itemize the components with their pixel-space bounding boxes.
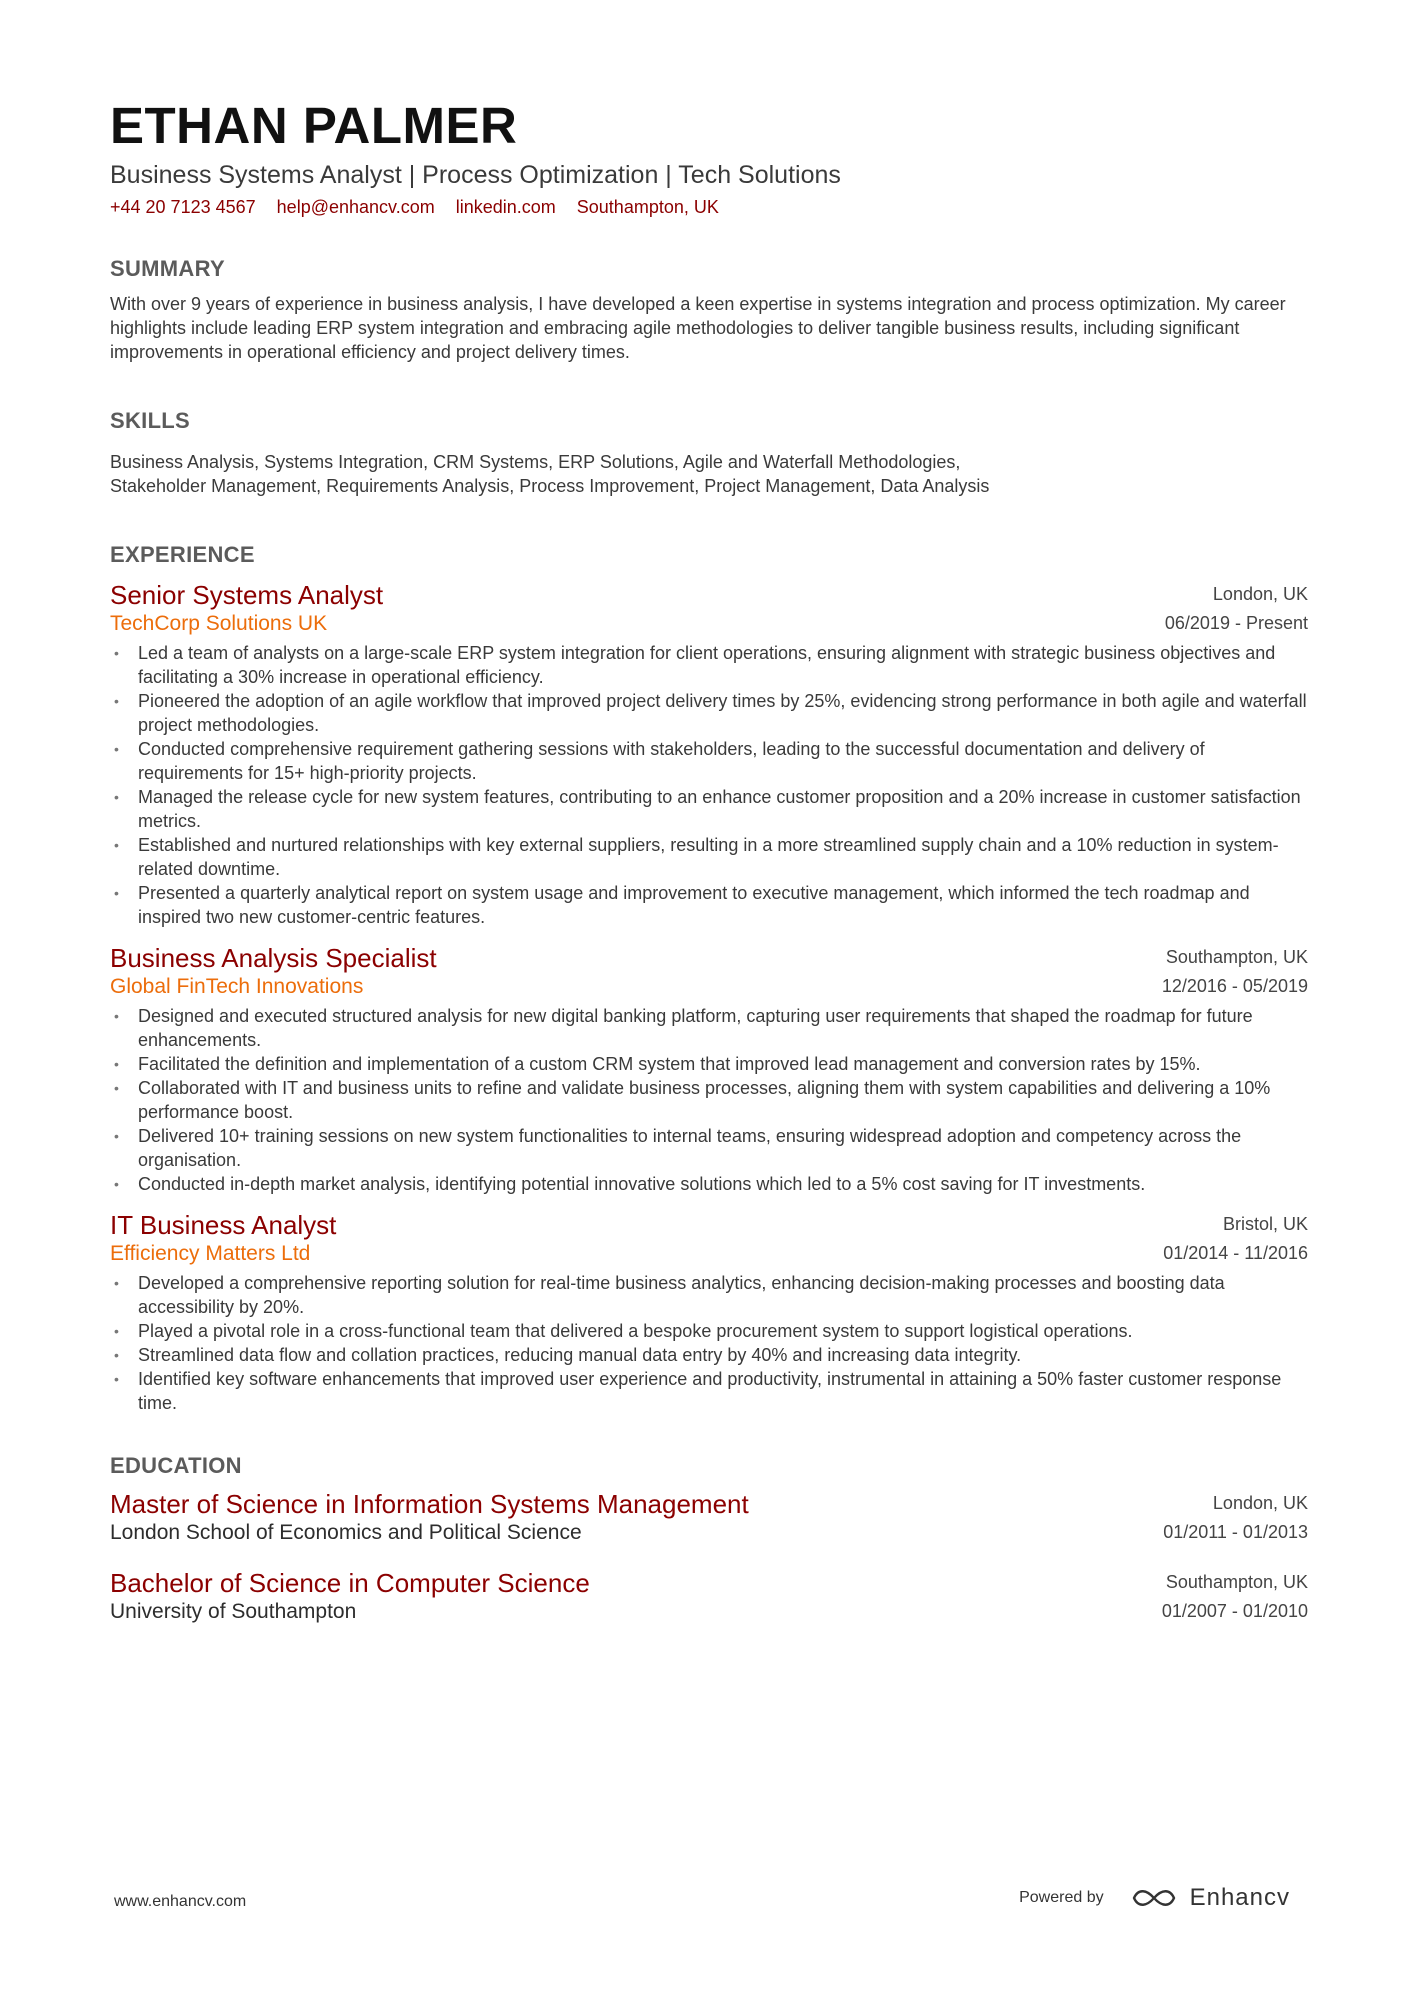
bullet-item: • Collaborated with IT and business units to refine and validate business processes, aligning them with system capabilities and delivering a 10% performance boost.: [110, 1076, 1308, 1124]
education-location: London, UK: [1212, 1493, 1308, 1513]
education-section: [110, 1453, 1308, 1625]
education-title: EDUCATION: [110, 1453, 242, 1478]
bullet-item: • Streamlined data flow and collation practices, reducing manual data entry by 40% and increasing data integrity.: [110, 1343, 1308, 1367]
experience-title: EXPERIENCE: [110, 542, 255, 567]
education-meta: [1163, 1489, 1308, 1547]
job-meta: [1163, 1210, 1308, 1268]
education-meta: [1162, 1568, 1308, 1626]
school-name: University of Southampton: [110, 1600, 357, 1623]
job-location: London, UK: [1212, 584, 1308, 604]
header: [110, 98, 1308, 218]
headline: Business Systems Analyst | Process Optimization | Tech Solutions: [110, 161, 841, 189]
bullet-item: • Identified key software enhancements that improved user experience and productivity, instrumental in attaining a 50% faster customer response time.: [110, 1367, 1308, 1415]
job-location: Southampton, UK: [1165, 947, 1308, 967]
bullet-item: • Led a team of analysts on a large-scale ERP system integration for client operations, ensuring alignment with strategic business objectives and facilitating a 30% increase in operational efficiency.: [110, 641, 1308, 689]
education-entry: [110, 1568, 1308, 1625]
bullet-item: • Developed a comprehensive reporting solution for real-time business analytics, enhancing decision-making processes and boosting data accessibility by 20%.: [110, 1271, 1308, 1319]
email-link[interactable]: help@enhancv.com: [276, 197, 435, 217]
company-name: TechCorp Solutions UK: [110, 612, 328, 635]
bullet-item: • Delivered 10+ training sessions on new system functionalities to internal teams, ensuring widespread adoption and competency across the organisation.: [110, 1124, 1308, 1172]
bullet-item: • Conducted in-depth market analysis, identifying potential innovative solutions which led to a 5% cost saving for IT investments.: [110, 1172, 1308, 1196]
degree-title: Master of Science in Information Systems Management: [110, 1489, 749, 1519]
company-name: Efficiency Matters Ltd: [110, 1242, 311, 1265]
phone-link[interactable]: +44 20 7123 4567: [110, 197, 256, 217]
bullet-item: • Presented a quarterly analytical report on system usage and improvement to executive management, which informed the tech roadmap and inspired two new customer-centric features.: [110, 881, 1308, 929]
bullet-item: • Managed the release cycle for new system features, contributing to an enhance customer proposition and a 20% increase in customer satisfaction metrics.: [110, 785, 1308, 833]
powered-by-text: Powered by: [1019, 1889, 1104, 1906]
bullet-item: • Facilitated the definition and implementation of a custom CRM system that improved lead management and conversion rates by 15%.: [110, 1052, 1308, 1076]
footer-branding: [1019, 1884, 1290, 1912]
education-entry: [110, 1489, 1308, 1546]
summary-section: [110, 256, 1308, 364]
job-entry: [110, 943, 1308, 1196]
job-title: IT Business Analyst: [110, 1210, 337, 1240]
summary-title: SUMMARY: [110, 256, 225, 281]
job-dates: 01/2014 - 11/2016: [1163, 1243, 1308, 1263]
company-name: Global FinTech Innovations: [110, 975, 364, 998]
bullet-item: • Conducted comprehensive requirement gathering sessions with stakeholders, leading to the successful documentation and delivery of requirements for 15+ high-priority projects.: [110, 737, 1308, 785]
job-meta: [1162, 943, 1308, 1001]
enhancv-logo-icon: [1130, 1885, 1178, 1911]
job-dates: 12/2016 - 05/2019: [1161, 976, 1308, 996]
job-bullets: [110, 1004, 1308, 1196]
skills-title: SKILLS: [110, 408, 191, 433]
skills-section: [110, 408, 1308, 498]
contact-row: [110, 196, 1308, 218]
footer-website-link[interactable]: www.enhancv.com: [114, 1893, 247, 1910]
school-name: London School of Economics and Political Science: [110, 1521, 582, 1544]
bullet-item: • Designed and executed structured analysis for new digital banking platform, capturing user requirements that shaped the roadmap for future enhancements.: [110, 1004, 1308, 1052]
skills-line: Business Analysis, Systems Integration, CRM Systems, ERP Solutions, Agile and Waterfall Methodologies,: [110, 452, 961, 472]
location-text: Southampton, UK: [576, 197, 719, 217]
bullet-item: • Pioneered the adoption of an agile workflow that improved project delivery times by 25%, evidencing strong performance in both agile and waterfall project methodologies.: [110, 689, 1308, 737]
job-meta: [1165, 580, 1308, 638]
job-entry: [110, 580, 1308, 929]
resume-page: [110, 98, 1308, 1625]
bullet-item: • Played a pivotal role in a cross-functional team that delivered a bespoke procurement system to support logistical operations.: [110, 1319, 1308, 1343]
brand-name: Enhancv: [1189, 1884, 1290, 1911]
job-dates: 06/2019 - Present: [1164, 613, 1308, 633]
experience-section: [110, 542, 1308, 1415]
skills-list: [110, 450, 1308, 498]
education-dates: 01/2007 - 01/2010: [1161, 1601, 1308, 1621]
education-location: Southampton, UK: [1165, 1572, 1308, 1592]
summary-text: With over 9 years of experience in business analysis, I have developed a keen expertise in systems integration and process optimization. My career highlights include leading ERP system integration and embracing agile methodologies to deliver tangible business results, including significant improvements in operational efficiency and project delivery times.: [110, 294, 1286, 362]
job-location: Bristol, UK: [1222, 1214, 1308, 1234]
linkedin-link[interactable]: linkedin.com: [455, 197, 556, 217]
job-bullets: [110, 1271, 1308, 1415]
job-bullets: [110, 641, 1308, 929]
skills-line: Stakeholder Management, Requirements Analysis, Process Improvement, Project Management, Data Analysis: [110, 476, 990, 496]
job-title: Business Analysis Specialist: [110, 943, 437, 973]
candidate-name: ETHAN PALMER: [110, 97, 518, 154]
job-entry: [110, 1210, 1308, 1415]
bullet-item: • Established and nurtured relationships with key external suppliers, resulting in a more streamlined supply chain and a 10% reduction in system-related downtime.: [110, 833, 1308, 881]
education-dates: 01/2011 - 01/2013: [1163, 1522, 1308, 1542]
degree-title: Bachelor of Science in Computer Science: [110, 1568, 590, 1598]
job-title: Senior Systems Analyst: [110, 580, 384, 610]
